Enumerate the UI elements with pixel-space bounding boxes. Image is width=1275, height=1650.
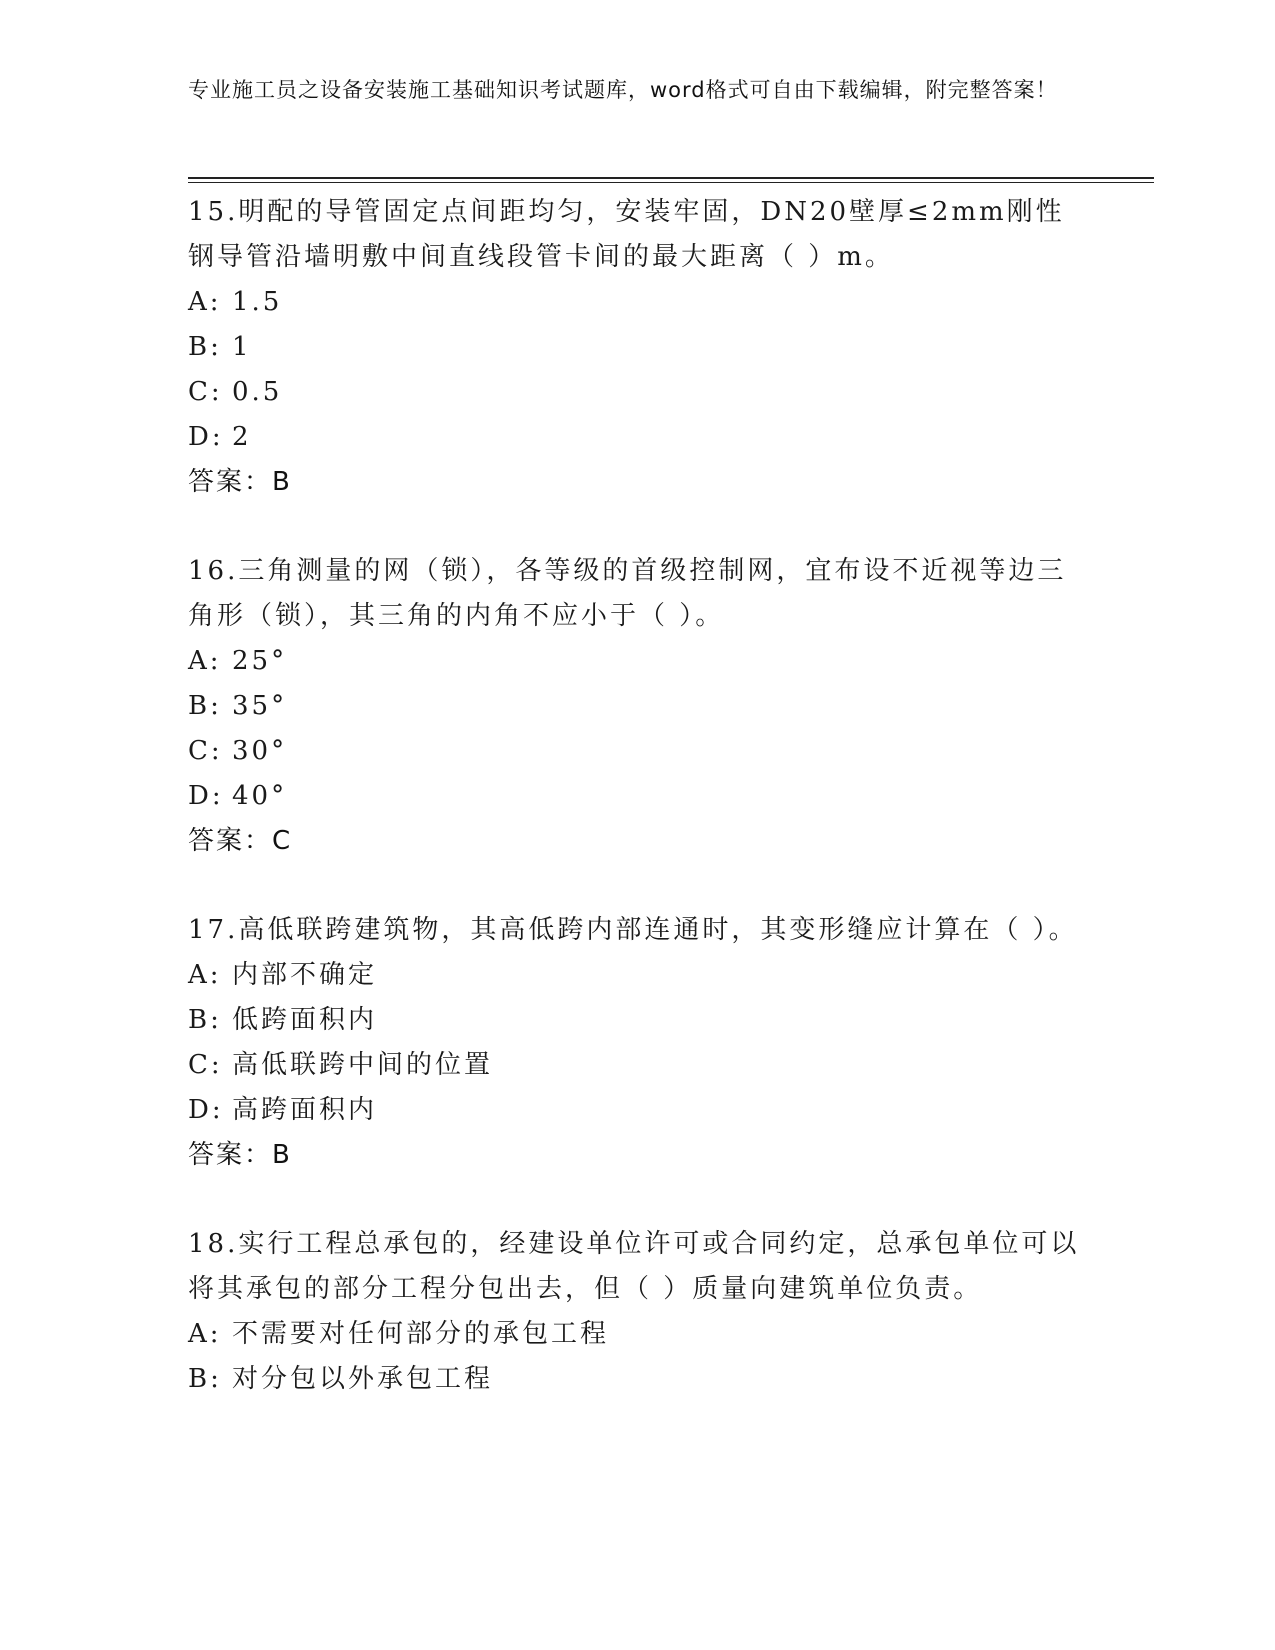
question-17 xyxy=(188,908,1088,1178)
option-c xyxy=(188,370,1088,415)
option-text: 40° xyxy=(232,781,288,811)
option-text: 35° xyxy=(232,691,288,721)
option-b xyxy=(188,325,1088,370)
option-letter: A: xyxy=(188,646,222,676)
option-text: 高低联跨中间的位置 xyxy=(232,1050,494,1080)
option-text: 2 xyxy=(232,422,252,452)
option-list xyxy=(188,1312,1088,1402)
question-18 xyxy=(188,1222,1088,1402)
header-rule-thick xyxy=(188,177,1154,179)
option-text: 30° xyxy=(232,736,288,766)
option-text: 1 xyxy=(232,332,252,362)
document-header: 专业施工员之设备安装施工基础知识考试题库，word格式可自由下载编辑，附完整答案！ xyxy=(188,78,1058,102)
question-stem: 16.三角测量的网（锁），各等级的首级控制网，宜布设不近视等边三角形（锁），其三角的内角不应小于（ ）。 xyxy=(188,556,1067,631)
question-15 xyxy=(188,190,1088,505)
option-letter: A: xyxy=(188,960,222,990)
answer-line: 答案：C xyxy=(188,826,293,856)
option-letter: D: xyxy=(188,422,224,452)
option-letter: D: xyxy=(188,781,224,811)
option-b xyxy=(188,998,1088,1043)
option-c xyxy=(188,1043,1088,1088)
option-list xyxy=(188,953,1088,1133)
option-text: 对分包以外承包工程 xyxy=(232,1364,494,1394)
option-letter: B: xyxy=(188,332,222,362)
option-letter: B: xyxy=(188,1364,222,1394)
option-a xyxy=(188,280,1088,325)
option-text: 不需要对任何部分的承包工程 xyxy=(232,1319,610,1349)
option-a xyxy=(188,639,1088,684)
option-d xyxy=(188,1088,1088,1133)
option-letter: C: xyxy=(188,736,223,766)
option-letter: A: xyxy=(188,1319,222,1349)
option-b xyxy=(188,1357,1088,1402)
option-a xyxy=(188,953,1088,998)
answer-line: 答案：B xyxy=(188,1140,292,1170)
option-text: 低跨面积内 xyxy=(232,1005,378,1035)
option-letter: D: xyxy=(188,1095,224,1125)
option-letter: C: xyxy=(188,1050,223,1080)
question-stem: 18.实行工程总承包的，经建设单位许可或合同约定，总承包单位可以将其承包的部分工程分包出去，但（ ）质量向建筑单位负责。 xyxy=(188,1229,1080,1304)
option-text: 1.5 xyxy=(232,287,283,317)
option-c xyxy=(188,729,1088,774)
option-d xyxy=(188,415,1088,460)
question-stem: 15.明配的导管固定点间距均匀，安装牢固，DN20壁厚≤2mm刚性钢导管沿墙明敷中间直线段管卡间的最大距离（ ）m。 xyxy=(188,197,1065,272)
answer-line: 答案：B xyxy=(188,467,292,497)
option-list xyxy=(188,280,1088,460)
option-letter: B: xyxy=(188,1005,222,1035)
option-text: 高跨面积内 xyxy=(232,1095,378,1125)
question-stem: 17.高低联跨建筑物，其高低跨内部连通时，其变形缝应计算在（ ）。 xyxy=(188,915,1078,945)
option-a xyxy=(188,1312,1088,1357)
option-text: 25° xyxy=(232,646,288,676)
option-text: 内部不确定 xyxy=(232,960,378,990)
option-letter: B: xyxy=(188,691,222,721)
question-16 xyxy=(188,549,1088,864)
question-list xyxy=(188,190,1088,1402)
option-d xyxy=(188,774,1088,819)
option-text: 0.5 xyxy=(232,377,283,407)
header-rule-thin xyxy=(188,182,1154,183)
option-letter: A: xyxy=(188,287,222,317)
option-letter: C: xyxy=(188,377,223,407)
option-b xyxy=(188,684,1088,729)
option-list xyxy=(188,639,1088,819)
